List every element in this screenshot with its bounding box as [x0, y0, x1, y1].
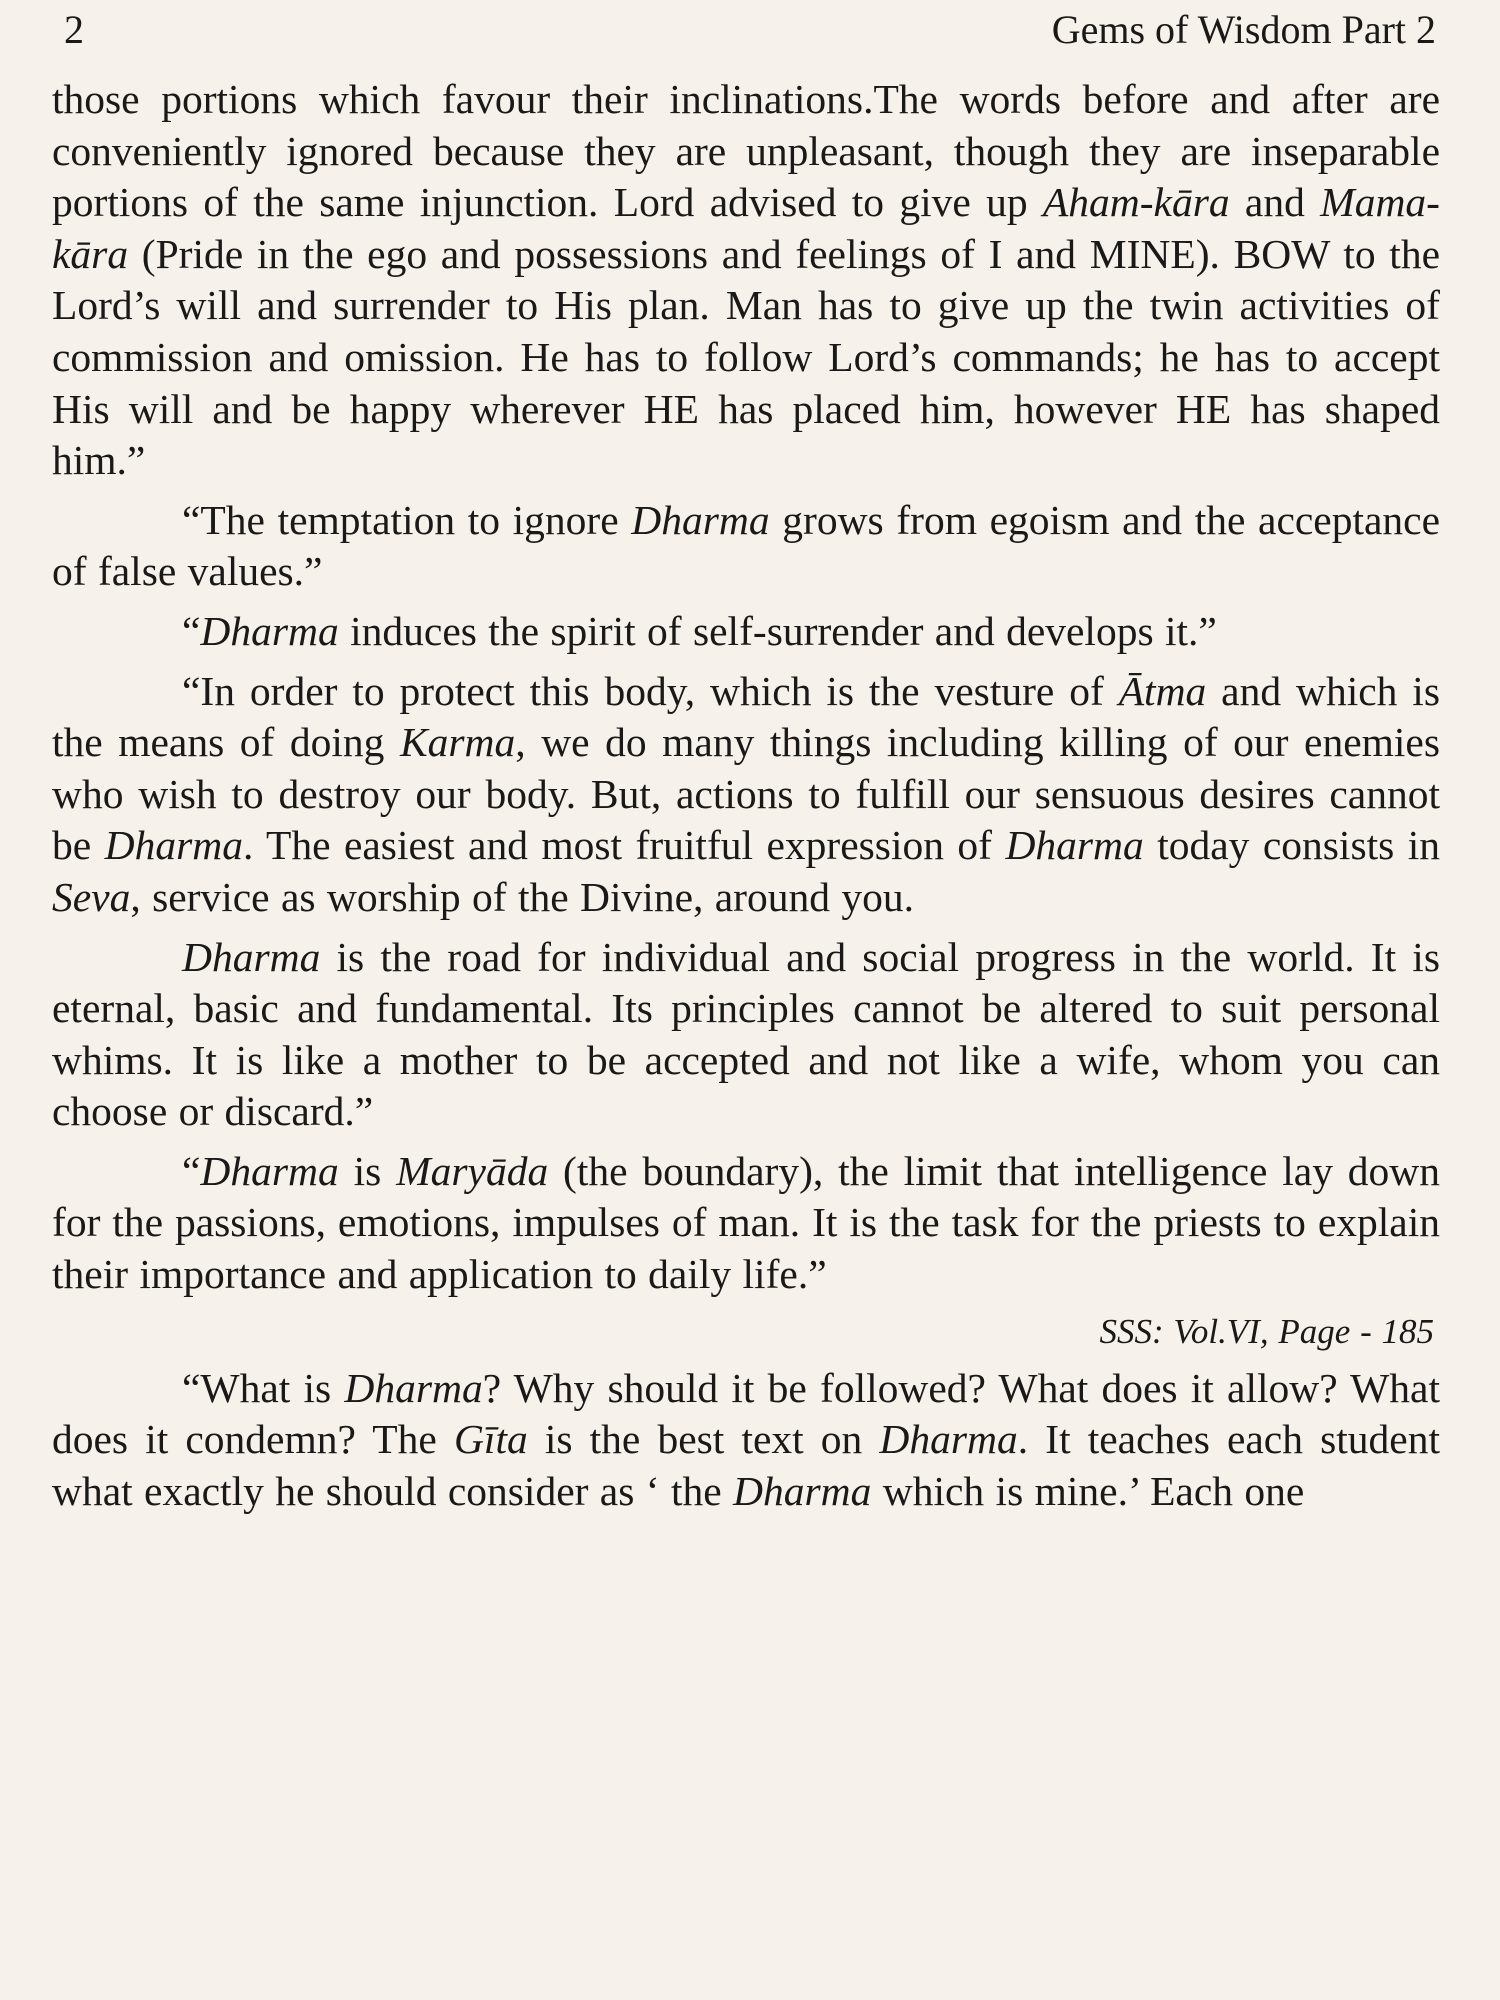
term-seva: Seva	[52, 873, 131, 920]
text-run: is the best text on	[527, 1416, 880, 1463]
page-number: 2	[64, 7, 84, 52]
paragraph-6	[52, 1146, 1440, 1301]
citation: SSS: Vol.VI, Page - 185	[1099, 1311, 1434, 1351]
paragraph-2	[52, 495, 1440, 598]
text-run: is the road for individual and social progress in the world. It is eternal, basic and fundamental. Its principles cannot be altered to suit personal whims. It is like a mother to be accepted and not like a wife, whom you can choose or discard.”	[52, 933, 1440, 1135]
text-run: grows from egoism and the acceptance of false values.”	[52, 496, 1441, 595]
text-run: “In order to protect this body, which is the vesture of	[182, 667, 1119, 714]
paragraph-3	[52, 606, 1440, 658]
text-run: “The temptation to ignore	[182, 496, 632, 543]
term-dharma: Dharma	[104, 822, 243, 869]
term-dharma: Dharma	[182, 933, 321, 980]
text-run: . It teaches each student what exactly he should consider as ‘ the	[52, 1416, 1440, 1514]
term-karma: Karma	[399, 719, 516, 766]
term-dharma: Dharma	[733, 1467, 872, 1514]
paragraph-7	[52, 1363, 1440, 1518]
term-dharma: Dharma	[879, 1416, 1018, 1463]
term-dharma: Dharma	[200, 1147, 339, 1194]
term-atma: Ātma	[1118, 667, 1207, 714]
paragraph-5	[52, 932, 1440, 1138]
paragraph-1	[52, 74, 1440, 487]
paragraph-4	[52, 666, 1440, 924]
term-maryada: Maryāda	[396, 1147, 549, 1194]
text-run: , we do many things including killing of our enemies who wish to destroy our body. But, actions to fulfill our sensuous desires cannot be	[52, 719, 1440, 869]
text-run: “What is	[182, 1364, 345, 1411]
text-run: today consists in	[1143, 822, 1440, 869]
text-run: and which is the means of doing	[52, 667, 1440, 766]
running-header	[52, 0, 1440, 74]
text-run: induces the spirit of self-surrender and develops it.”	[338, 607, 1217, 654]
text-run: and	[1229, 179, 1321, 226]
text-run: ? Why should it be followed? What does it allow? What does it condemn? The	[52, 1364, 1440, 1463]
text-run: “	[182, 1147, 201, 1194]
term-dharma: Dharma	[344, 1364, 483, 1411]
text-run: is	[338, 1147, 397, 1194]
term-aham-kara: Aham-kāra	[1042, 179, 1230, 226]
term-dharma: Dharma	[1005, 822, 1144, 869]
text-run: , service as worship of the Divine, around you.	[130, 873, 914, 920]
book-title: Gems of Wisdom Part 2	[1051, 7, 1436, 52]
text-run: which is mine.’ Each one	[871, 1467, 1305, 1514]
term-dharma: Dharma	[631, 496, 770, 543]
term-dharma: Dharma	[200, 607, 339, 654]
text-run: . The easiest and most fruitful expression of	[242, 822, 1006, 869]
body-text	[52, 74, 1440, 1517]
text-run: those portions which favour their inclinations.The words before and after are conveniently ignored because they are unpleasant, though they are inseparable portions of the same injunction. Lord advised to give up	[52, 76, 1440, 226]
term-mama-kara: Mama-kāra	[52, 179, 1441, 277]
text-run: “	[182, 607, 201, 654]
text-run: (the boundary), the limit that intelligence lay down for the passions, emotions, impulses of man. It is the task for the priests to explain their importance and application to daily life.”	[52, 1147, 1440, 1298]
text-run: (Pride in the ego and possessions and feelings of I and MINE). BOW to the Lord’s will and surrender to His plan. Man has to give up the twin activities of commission and omission. He has to follow Lord’s commands; he has to accept His will and be happy wherever HE has placed him, however HE has shaped him.”	[52, 230, 1440, 484]
term-gita: Gīta	[453, 1416, 528, 1463]
